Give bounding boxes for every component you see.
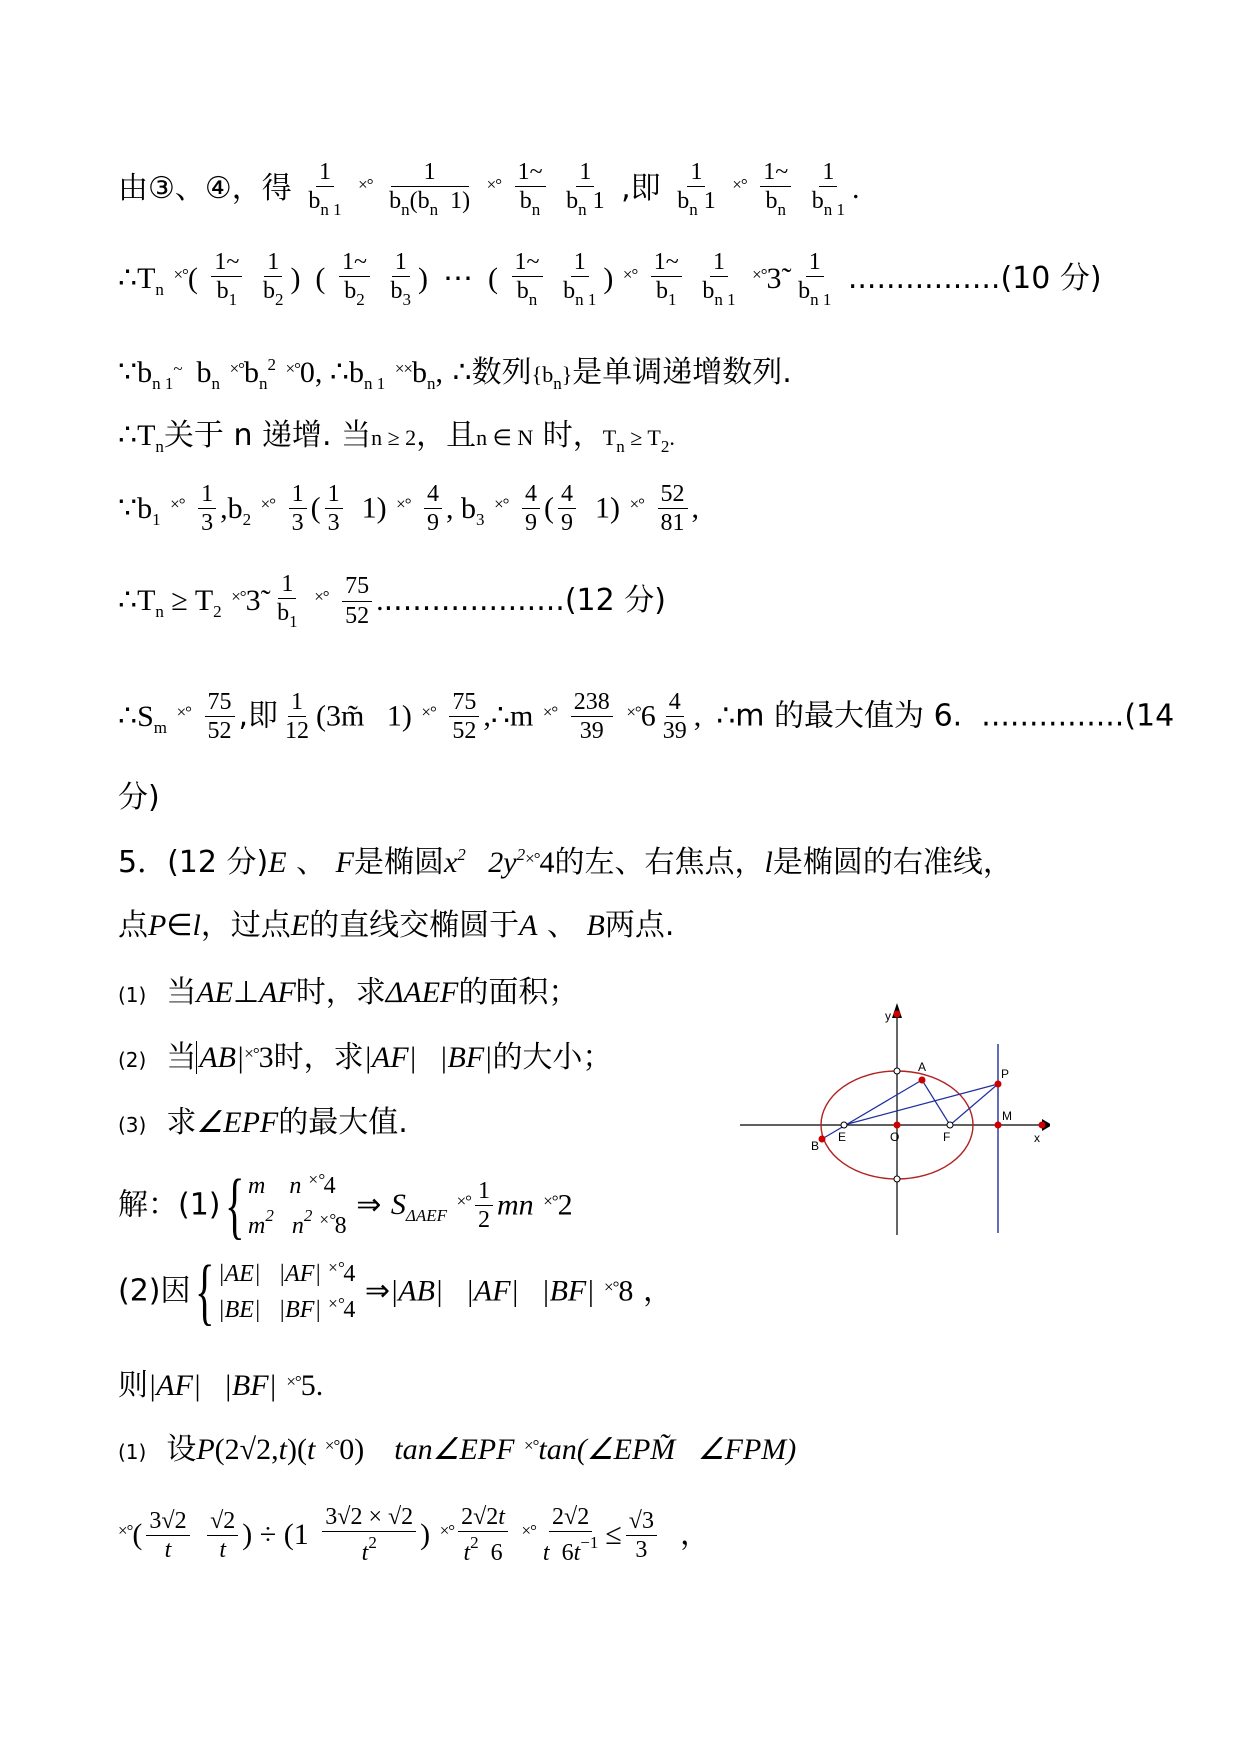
solution-2-result: 则|AF| |BF| ×°5. [118,1368,324,1403]
point-f [947,1122,953,1128]
point-p [995,1081,1002,1088]
text: 时，求 [295,975,386,1010]
label-a: A [918,1060,927,1074]
question-number: (1) [118,983,147,1007]
point-bottom [894,1176,900,1182]
text: 的左、右焦点， [554,845,765,880]
solution-3-cont: ×°( $\frac{3√2}{t}$ $\frac{√2}{t}$ ) ÷ (1 $\frac{3√2 \times √2}{t^2}$ ) ×° $\frac{2√2t}{t^2 6}$ ×° $\frac{2√2}{t 6t^{-1}}$ ≤ $\frac{√3}{3}$ ， [118,1504,711,1567]
fraction: $\frac{1\sim}{b_n}$ [760,160,791,219]
fraction: $\frac{2√2t}{t^2 6}$ [458,1505,508,1566]
text: 点 [118,908,148,943]
score-label: (14 [1124,698,1175,734]
solution-label: (2)因 [118,1273,191,1309]
text: ,即 [238,698,279,734]
text: 则 [118,1368,148,1403]
fraction: $\frac{1\sim}{b_2}$ [339,250,370,309]
text: 是椭圆 [353,845,444,880]
fraction: $\frac{238}{39}$ [571,690,613,744]
label-b: B [811,1139,820,1153]
fraction: $\frac{1\sim}{b_1}$ [651,250,682,309]
fraction: $\frac{1\sim}{b_n}$ [512,250,543,309]
question-3: (3) 求∠EPF的最大值. [118,1105,408,1140]
leader-dots: ................ [847,261,1001,297]
fraction: $\frac{1}{3}$ [198,482,216,536]
fraction: $\frac{3√2}{t}$ [146,1509,189,1563]
text: ， [642,1273,673,1309]
text: ， [680,1517,711,1553]
text: 由③、④，得 [118,171,292,207]
text: 时， [542,418,603,453]
fraction: $\frac{4}{39}$ [662,689,687,745]
text: {b [531,362,554,387]
fraction: $\frac{1}{b_{n 1}}$ [798,249,832,310]
point-b [819,1136,826,1143]
fraction: $\frac{1}{b_1}$ [277,571,298,632]
condition: n ≥ 2 [371,425,417,450]
text: ≥ T [630,425,661,450]
text: 是单调递增数列. [572,355,792,390]
text: 求 [166,1105,197,1140]
fraction: $\frac{1}{b_{n 1}}$ [563,249,597,310]
problem-number: 5．(12 分) [118,845,269,880]
fraction: $\frac{1}{b_{n 1}}$ [702,249,736,310]
point-top [894,1068,900,1074]
point-m [995,1122,1002,1129]
fraction: $\frac{52}{81}$ [658,482,688,536]
question-number: (3) [118,1113,147,1137]
text: ∴m 的最大值为 6. [716,698,963,734]
problem-5-line-1: 5．(12 分)E 、 F是椭圆$x^2$ $2y^{2\times^\circ}4$的左、右焦点，l是椭圆的右准线， [118,845,1013,880]
line-7-cont [118,780,160,816]
solution-3: (1) 设P(2√2,t)(t ×°0) tan∠EPF ×°tan(∠EPM̃ ∠FPM) [118,1432,797,1467]
text: 时，求 [273,1040,364,1075]
text: 分) [118,780,160,815]
fraction: $\frac{1}{b_{n 1}}$ [811,159,845,220]
fraction: $\frac{1\sim}{b_n}$ [515,160,546,219]
fraction: $\frac{√2}{t}$ [207,1509,238,1563]
solution-1: 解：(1){ m n ×°4 $m^2$ $n^2$ ×°8 ⇒ $S_{\Delta AEF}$ ×° $\frac{1}{2}$ mn ×°2 [118,1164,573,1247]
problem-5-line-2: 点P∈l，过点E的直线交椭圆于A 、 B两点. [118,908,675,943]
fraction: $\frac{1}{b_n 1}$ [566,159,605,220]
point-x-end [1039,1122,1046,1129]
fraction: $\frac{1}{12}$ [285,689,310,745]
line-5: $\because b_1$ ×° $\frac{1}{3}$ $,b_2$ ×° $\frac{1}{3}$ ( $\frac{1}{3}$ 1) ×° $\frac{4}{9}$ , $b_3$ ×° $\frac{4}{9}$ ( $\frac{4}{9}$ 1) ×° $\frac{52}{81}$ , [118,481,700,537]
line-1: 由③、④，得 $\frac{1}{b_{n 1}}$ ×° $\frac{1}{b_n(b_n 1)}$ ×° $\frac{1\sim}{b_n}$ $\frac{1}{b_n 1}$ ,即 $\frac{1}{b_n 1}$ ×° $\frac{1\sim}{b_n}$ $\frac{1}{b_{n 1}}$ . [118,159,860,220]
solution-2: (2)因{ |AE| |AF| ×°4 |BE| |BF| ×°4 ⇒|AB| |AF| |BF| ×°8 ， [118,1251,673,1333]
text: 设 [166,1432,197,1467]
label-o: O [890,1130,900,1144]
label-m: M [1002,1109,1012,1123]
text: 的直线交椭圆于 [309,908,520,943]
text: 52 [658,482,688,509]
line-2: $\therefore T_n$ ×°( $\frac{1\sim}{b_1}$ $\frac{1}{b_2}$ ) ( $\frac{1\sim}{b_2}$ $\frac{1}{b_3}$ ) ⋯ ( $\frac{1\sim}{b_n}$ $\frac{1}{b_{n 1}}$ ) ×° $\frac{1\sim}{b_1}$ $\frac{1}{b_{n 1}}$ ×°3̃ $\frac{1}{b_{n 1}}$ ................(10 分) [118,249,1102,310]
leader-dots: ............... [981,698,1125,734]
text: T [602,425,617,450]
text: 是椭圆的右准线， [772,845,1013,880]
leader-dots: ................... [383,583,565,619]
score-label: (10 分) [1000,261,1102,297]
line-3: $\because b_{n 1}^\sim$ $b_n$ $^{\times^\circ}b_n^2$ ×°0, $\therefore b_{n 1}$ $^{\times\times}b_n$, ∴数列$\{b_n\}$是单调递增数列. [118,355,792,393]
fraction: $\frac{1}{3}$ [289,482,307,536]
label-e: E [838,1130,847,1144]
fraction: $\frac{1}{b_2}$ [262,249,284,310]
text: ∴数列 [452,355,532,390]
fraction: $\frac{2√2}{t 6t^{-1}}$ [542,1504,599,1567]
line-7: $\therefore S_m$ ×° $\frac{75}{52}$ ,即 $\frac{1}{12}$ (3m̃ 1) ×° $\frac{75}{52}$ ,∴m ×° $\frac{238}{39}$ ×°6 $\frac{4}{39}$ , ∴m 的最大值为 6. ...............(14 [118,689,1175,745]
fraction: $\frac{1\sim}{b_1}$ [211,250,242,309]
question-number: (1) [118,1440,147,1464]
fraction: $\frac{4}{9}$ [558,482,576,536]
text: 关于 n 递增. 当 [163,418,372,453]
point-e [841,1122,847,1128]
fraction: $\frac{3√2 \times √2}{t^2}$ [322,1505,416,1566]
text: 的最大值. [278,1105,408,1140]
fraction: $\frac{75}{52}$ [205,690,235,744]
line-4: $\therefore T_n$关于 n 递增. 当n ≥ 2，且n ∈ N 时，$T_n \ge T_2$. [118,418,675,456]
question-number: (2) [118,1048,147,1072]
text: ，过点 [200,908,291,943]
text: 当 [166,1040,197,1075]
fraction: $\frac{75}{52}$ [342,574,372,628]
chord-ab [822,1080,922,1139]
fraction: $\frac{1}{3}$ [325,482,343,536]
text: ,即 [621,171,661,207]
label-x: x [1034,1131,1040,1145]
fraction: $\frac{1}{2}$ [475,1179,493,1233]
label-p: P [1001,1067,1010,1081]
text: 两点. [604,908,675,943]
score-label: (12 分) [564,583,666,619]
line-6: $\therefore T_n \ge T_2$ ×°3̃ $\frac{1}{b_1}$ ×° $\frac{75}{52}$ ....................(12 分) [118,571,666,632]
fraction: $\frac{75}{52}$ [449,690,479,744]
solution-label: 解：(1) [118,1187,221,1223]
question-1: (1) 当AE⊥AF时，求ΔAEF的面积； [118,975,579,1010]
fraction: $\frac{4}{9}$ [522,482,540,536]
fraction: $\frac{1}{b_n(b_n 1)}$ [389,159,471,220]
fraction: $\frac{4}{9}$ [424,482,442,536]
point-a [919,1077,926,1084]
fraction: $\frac{1}{b_3}$ [390,249,411,310]
text: b [137,491,153,525]
question-2: (2) 当 AB|×°3时，求|AF| |BF|的大小； [118,1040,613,1075]
point-o [894,1122,901,1129]
text: 当 [166,975,197,1010]
fraction: $\frac{1}{b_n 1}$ [677,159,716,220]
text: ，且 [416,418,477,453]
point-y-end [894,1011,901,1018]
text: 的大小； [492,1040,613,1075]
ellipse-diagram [740,1000,1050,1240]
label-f: F [943,1130,951,1144]
condition: n ∈ N [476,425,534,450]
fraction: $\frac{√3}{3}$ [626,1509,657,1563]
label-y: y [885,1009,891,1023]
fraction: $\frac{1}{b_{n 1}}$ [308,159,342,220]
text: 的面积； [458,975,579,1010]
